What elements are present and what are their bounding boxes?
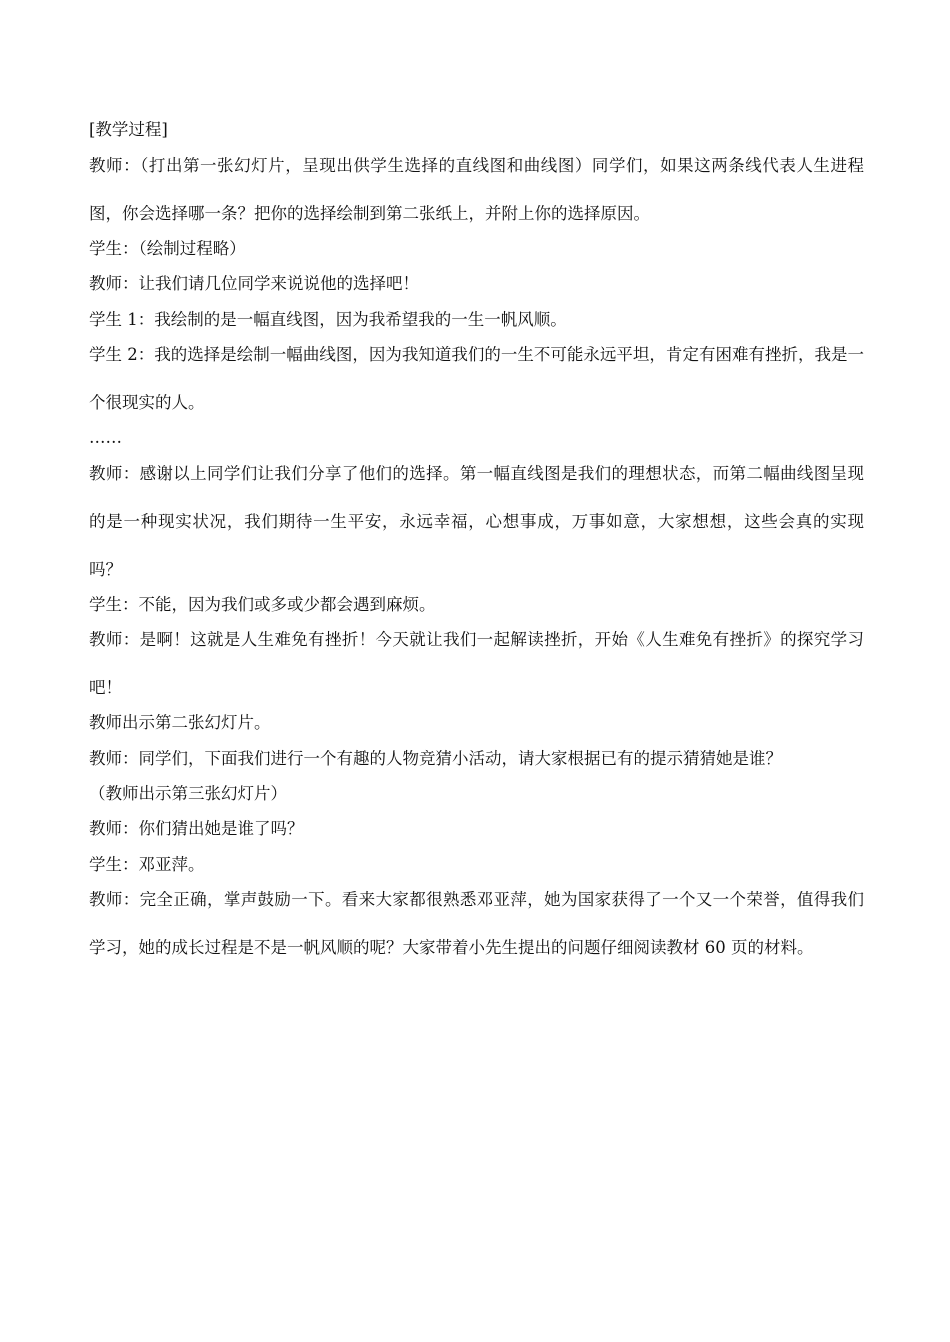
narration-paragraph: （教师出示第三张幻灯片） (89, 783, 287, 803)
dialogue-paragraph: 教师：完全正确，掌声鼓励一下。看来大家都很熟悉邓亚萍，她为国家获得了一个又一个荣誉，值得我们学习，她的成长过程是不是一帆风顺的呢？大家带着小先生提出的问题仔细阅读教材 60 页的材料。 (89, 890, 864, 957)
document-page (89, 119, 864, 972)
dialogue-paragraph: 学生：（绘制过程略） (89, 238, 246, 258)
narration-paragraph: 教师出示第二张幻灯片。 (89, 713, 271, 732)
dialogue-paragraph: 教师：你们猜出她是谁了吗？ (89, 819, 304, 838)
section-heading: [教学过程] (89, 120, 168, 139)
dialogue-paragraph: 学生 2：我的选择是绘制一幅曲线图，因为我知道我们的一生不可能永远平坦，肯定有困难有挫折，我是一个很现实的人。 (89, 345, 864, 412)
dialogue-paragraph: 教师：（打出第一张幻灯片，呈现出供学生选择的直线图和曲线图）同学们，如果这两条线代表人生进程图，你会选择哪一条？把你的选择绘制到第二张纸上，并附上你的选择原因。 (89, 155, 864, 223)
dialogue-paragraph: 学生：邓亚萍。 (89, 854, 205, 874)
dialogue-paragraph: 教师：是啊！这就是人生难免有挫折！今天就让我们一起解读挫折，开始《人生难免有挫折》的探究学习吧！ (89, 630, 864, 697)
dialogue-paragraph: 教师：同学们，下面我们进行一个有趣的人物竞猜小活动，请大家根据已有的提示猜猜她是谁？ (89, 748, 782, 768)
ellipsis-line: …… (89, 428, 122, 447)
dialogue-paragraph: 教师：让我们请几位同学来说说他的选择吧！ (89, 274, 419, 293)
dialogue-paragraph: 学生 1：我绘制的是一幅直线图，因为我希望我的一生一帆风顺。 (89, 309, 567, 329)
dialogue-paragraph: 教师：感谢以上同学们让我们分享了他们的选择。第一幅直线图是我们的理想状态，而第二幅曲线图呈现的是一种现实状况，我们期待一生平安，永远幸福，心想事成，万事如意，大家想想，这些会真的实现吗？ (89, 463, 864, 579)
dialogue-paragraph: 学生：不能，因为我们或多或少都会遇到麻烦。 (89, 594, 436, 614)
